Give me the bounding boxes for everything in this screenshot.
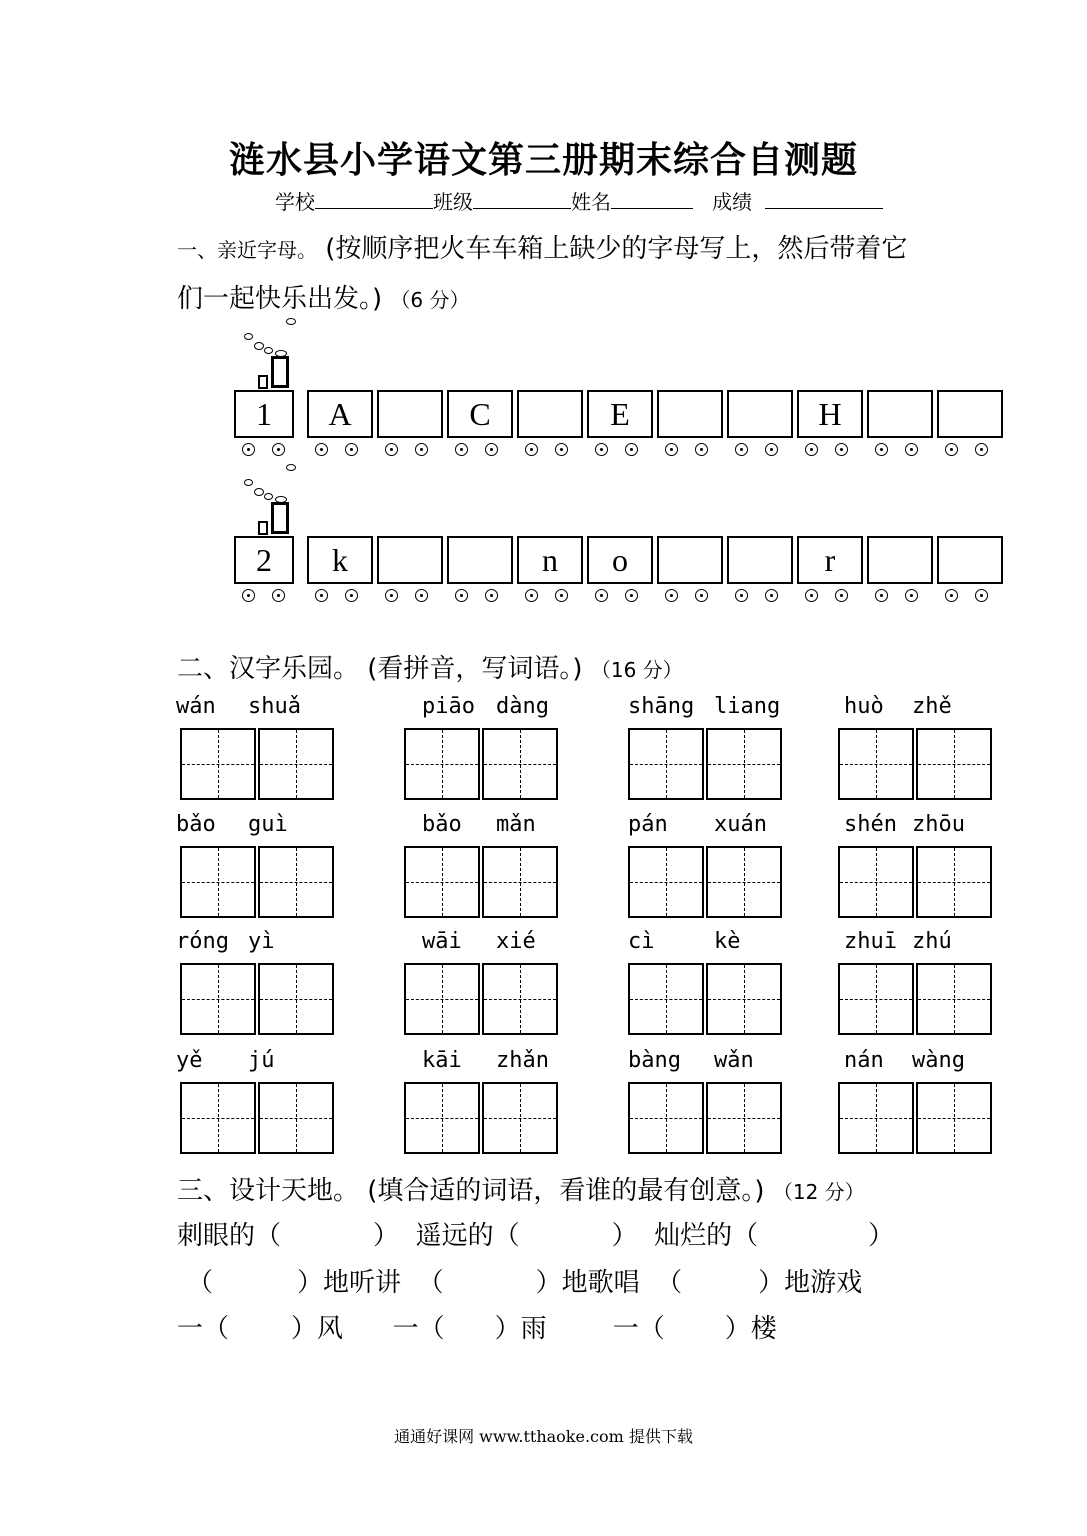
section2-label: 二、汉字乐园。 [177,654,360,684]
smoke-puff [254,488,264,496]
pinyin-syllable: shuǎ [248,694,301,719]
train-car: o [587,536,653,584]
writing-box[interactable] [180,1082,256,1154]
guide-line [666,848,667,916]
train-car[interactable] [657,390,723,438]
writing-box[interactable] [706,728,782,800]
train-car[interactable] [377,536,443,584]
pinyin-syllable: huò [844,694,884,719]
writing-box[interactable] [482,963,558,1035]
smoke-puff [264,347,273,354]
writing-box[interactable] [706,963,782,1035]
wheel-icon [735,443,748,456]
train-car[interactable] [867,390,933,438]
wheel-icon [905,589,918,602]
writing-box[interactable] [838,1082,914,1154]
fill-text: 遥远的（ [415,1221,520,1251]
writing-box[interactable] [838,846,914,918]
smoke-puff [286,318,296,325]
fill-text: ） [611,1221,638,1251]
writing-box[interactable] [838,963,914,1035]
fill-text: 一（ [177,1314,230,1344]
guide-line [442,848,443,916]
pinyin-syllable: kāi [422,1048,462,1073]
guide-line [744,848,745,916]
section1-instruction: (按顺序把火车车箱上缺少的字母写上，然后带着它 [325,234,908,264]
train-car: A [307,390,373,438]
wheel-icon [455,443,468,456]
fill-text: （ [417,1268,444,1298]
wheel-icon [485,443,498,456]
school-label: 学校 [275,190,315,214]
writing-box[interactable] [706,846,782,918]
pinyin-syllable: bàng [628,1048,681,1073]
wheel-icon [875,443,888,456]
section1-points: （6 分） [390,288,470,312]
wheel-icon [625,443,638,456]
pinyin-syllable: róng [176,929,229,954]
wheel-icon [315,443,328,456]
writing-box[interactable] [706,1082,782,1154]
wheel-icon [385,443,398,456]
guide-line [442,1084,443,1152]
pinyin-syllable: liang [714,694,781,719]
train-car: C [447,390,513,438]
writing-box[interactable] [482,1082,558,1154]
train-car: r [797,536,863,584]
section3-label: 三、设计天地。 [177,1176,360,1206]
smoke-puff [264,493,273,500]
section1-instruction2: 们一起快乐出发。) [177,284,383,314]
class-label: 班级 [433,190,473,214]
train-car: H [797,390,863,438]
fill-text: 灿烂的（ [654,1221,759,1251]
guide-line [442,730,443,798]
fill-line-1 [177,1215,894,1252]
wheel-icon [555,589,568,602]
chimney [258,521,268,535]
writing-box[interactable] [258,728,334,800]
pinyin-syllable: cì [628,929,655,954]
name-blank[interactable] [611,188,693,209]
train-car[interactable] [447,536,513,584]
pinyin-syllable: wāi [422,929,462,954]
fill-text: ）地歌唱 [535,1268,640,1298]
fill-text: （ [656,1268,683,1298]
pinyin-syllable: yě [176,1048,203,1073]
wheel-icon [595,589,608,602]
wheel-icon [805,589,818,602]
pinyin-syllable: shāng [628,694,695,719]
writing-box[interactable] [404,963,480,1035]
name-label: 姓名 [571,190,611,214]
train-engine: 2 [234,536,294,584]
guide-line [520,848,521,916]
guide-line [954,730,955,798]
smokestack [271,356,289,388]
guide-line [876,730,877,798]
wheel-icon [485,589,498,602]
wheel-icon [695,443,708,456]
guide-line [954,965,955,1033]
section3-instruction: (填合适的词语，看谁的最有创意。) [367,1176,765,1206]
fill-text: ）地听讲 [297,1268,402,1298]
train-car[interactable] [377,390,443,438]
writing-box[interactable] [628,728,704,800]
writing-box[interactable] [180,846,256,918]
writing-box[interactable] [916,846,992,918]
train-car[interactable] [657,536,723,584]
pinyin-syllable: zhōu [912,812,965,837]
wheel-icon [242,589,255,602]
guide-line [744,730,745,798]
writing-box[interactable] [404,846,480,918]
pinyin-syllable: wàng [912,1048,965,1073]
wheel-icon [695,589,708,602]
train-car[interactable] [937,536,1003,584]
wheel-icon [525,589,538,602]
guide-line [296,965,297,1033]
train-car[interactable] [517,390,583,438]
fill-text: 一（ [612,1314,665,1344]
smoke-puff [244,333,253,340]
smoke-puff [244,479,253,486]
section1-heading-line2 [177,278,470,315]
wheel-icon [555,443,568,456]
wheel-icon [272,443,285,456]
fill-text: 一（ [392,1314,445,1344]
guide-line [218,848,219,916]
guide-line [296,730,297,798]
score-label: 成绩 [712,190,753,214]
section1-label: 一、亲近字母。 [177,238,317,262]
writing-box[interactable] [404,1082,480,1154]
wheel-icon [945,443,958,456]
pinyin-syllable: piāo [422,694,475,719]
pinyin-syllable: shén [844,812,897,837]
wheel-icon [835,443,848,456]
wheel-icon [415,443,428,456]
fill-text: ） [868,1221,895,1251]
fill-line-2 [187,1262,862,1299]
guide-line [296,1084,297,1152]
page-title: 涟水县小学语文第三册期末综合自测题 [228,139,858,181]
train-car: k [307,536,373,584]
wheel-icon [242,443,255,456]
writing-box[interactable] [258,963,334,1035]
guide-line [296,848,297,916]
wheel-icon [975,443,988,456]
wheel-icon [272,589,285,602]
wheel-icon [765,589,778,602]
wheel-icon [315,589,328,602]
train-car[interactable] [867,536,933,584]
train-car[interactable] [937,390,1003,438]
writing-box[interactable] [628,1082,704,1154]
pinyin-syllable: pán [628,812,668,837]
pinyin-syllable: nán [844,1048,884,1073]
wheel-icon [625,589,638,602]
guide-line [954,1084,955,1152]
fill-text: ） [373,1221,400,1251]
fill-text: ）地游戏 [758,1268,863,1298]
pinyin-syllable: dàng [496,694,549,719]
pinyin-syllable: zhuī [844,929,897,954]
section3-heading [177,1170,865,1207]
pinyin-syllable: yì [248,929,275,954]
writing-box[interactable] [838,728,914,800]
writing-box[interactable] [482,846,558,918]
guide-line [520,730,521,798]
pinyin-syllable: zhě [912,694,952,719]
guide-line [442,965,443,1033]
class-blank[interactable] [473,188,571,209]
smoke-puff [286,464,296,471]
pinyin-syllable: guì [248,812,288,837]
guide-line [744,965,745,1033]
wheel-icon [975,589,988,602]
wheel-icon [455,589,468,602]
section2-instruction: (看拼音，写词语。) [367,654,583,684]
wheel-icon [945,589,958,602]
footer: 通通好课网 www.tthaoke.com 提供下载 [394,1427,693,1446]
wheel-icon [595,443,608,456]
pinyin-syllable: wán [176,694,216,719]
writing-box[interactable] [404,728,480,800]
writing-box[interactable] [628,846,704,918]
pinyin-syllable: bǎo [176,812,216,837]
pinyin-syllable: mǎn [496,812,536,837]
fill-text: 刺眼的（ [177,1221,282,1251]
smokestack [271,502,289,534]
train-car: E [587,390,653,438]
pinyin-syllable: zhú [912,929,952,954]
wheel-icon [345,443,358,456]
score-blank[interactable] [765,188,883,209]
student-info-line [275,186,883,215]
fill-text: ）风 [291,1314,344,1344]
guide-line [666,730,667,798]
train-car[interactable] [727,536,793,584]
writing-box[interactable] [916,1082,992,1154]
wheel-icon [665,443,678,456]
guide-line [876,848,877,916]
writing-box[interactable] [180,728,256,800]
wheel-icon [805,443,818,456]
guide-line [876,1084,877,1152]
pinyin-syllable: bǎo [422,812,462,837]
section3-points: （12 分） [772,1180,865,1204]
guide-line [876,965,877,1033]
pinyin-syllable: xié [496,929,536,954]
train-car[interactable] [727,390,793,438]
section1-heading [177,228,907,265]
chimney [258,375,268,389]
fill-line-3 [177,1308,777,1345]
wheel-icon [735,589,748,602]
writing-box[interactable] [482,728,558,800]
pinyin-syllable: wǎn [714,1048,754,1073]
writing-box[interactable] [258,1082,334,1154]
guide-line [666,1084,667,1152]
wheel-icon [385,589,398,602]
guide-line [954,848,955,916]
wheel-icon [525,443,538,456]
school-blank[interactable] [315,188,433,209]
writing-box[interactable] [916,728,992,800]
writing-box[interactable] [258,846,334,918]
wheel-icon [665,589,678,602]
pinyin-syllable: jú [248,1048,275,1073]
fill-text: ）雨 [494,1314,547,1344]
wheel-icon [765,443,778,456]
section2-points: （16 分） [590,658,683,682]
fill-text: ）楼 [724,1314,777,1344]
section2-heading [177,648,683,685]
train-engine: 1 [234,390,294,438]
wheel-icon [835,589,848,602]
guide-line [520,1084,521,1152]
pinyin-syllable: zhǎn [496,1048,549,1073]
writing-box[interactable] [916,963,992,1035]
guide-line [666,965,667,1033]
guide-line [218,730,219,798]
pinyin-syllable: xuán [714,812,767,837]
guide-line [744,1084,745,1152]
guide-line [520,965,521,1033]
wheel-icon [875,589,888,602]
smoke-puff [254,342,264,350]
pinyin-syllable: kè [714,929,741,954]
writing-box[interactable] [180,963,256,1035]
wheel-icon [905,443,918,456]
wheel-icon [345,589,358,602]
wheel-icon [415,589,428,602]
guide-line [218,1084,219,1152]
fill-text: （ [187,1268,214,1298]
train-car: n [517,536,583,584]
writing-box[interactable] [628,963,704,1035]
guide-line [218,965,219,1033]
